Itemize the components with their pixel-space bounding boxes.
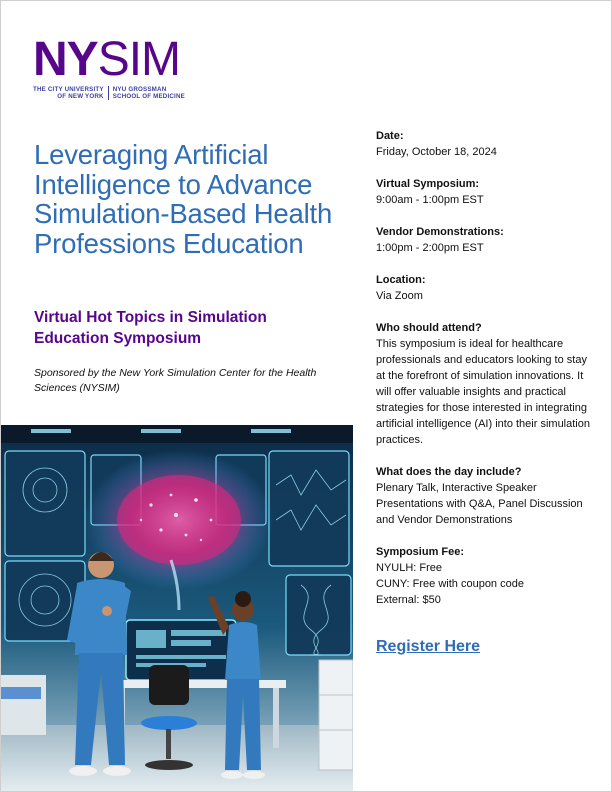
virtual-label: Virtual Symposium: (376, 178, 480, 190)
logo-sim: SIM (97, 33, 181, 86)
logo-cuny-line2: OF NEW YORK (57, 93, 104, 100)
event-title: Leveraging Artificial Intelligence to Advance Simulation-Based Health Professions Education (34, 139, 333, 259)
fee-item: External: $50 (376, 594, 441, 606)
event-subtitle: Virtual Hot Topics in Simulation Education Symposium (34, 309, 267, 347)
day-block (376, 464, 596, 528)
virtual-block (376, 176, 596, 208)
logo-nyu-line1: NYU GROSSMAN (112, 86, 167, 93)
event-details (376, 128, 596, 624)
logo-cuny-line1: THE CITY UNIVERSITY (33, 86, 104, 93)
day-label: What does the day include? (376, 466, 522, 478)
logo-affiliations (33, 86, 185, 100)
location-label: Location: (376, 274, 426, 286)
fee-item: NYULH: Free (376, 562, 443, 574)
location-block (376, 272, 596, 304)
vendor-label: Vendor Demonstrations: (376, 226, 504, 238)
virtual-value: 9:00am - 1:00pm EST (376, 194, 484, 206)
logo-nyu-line2: SCHOOL OF MEDICINE (112, 93, 185, 100)
attend-block (376, 320, 596, 448)
register-link[interactable]: Register Here (376, 638, 481, 655)
fee-item: CUNY: Free with coupon code (376, 578, 524, 590)
fee-label: Symposium Fee: (376, 546, 465, 558)
logo-cuny (33, 86, 109, 100)
nysim-logo (33, 33, 185, 100)
date-label: Date: (376, 130, 404, 142)
sponsor-line: Sponsored by the New York Simulation Center for the Health Sciences (NYSIM) (34, 367, 317, 394)
vendor-block (376, 224, 596, 256)
fee-block (376, 544, 596, 608)
hero-illustration (1, 425, 353, 792)
day-value: Plenary Talk, Interactive Speaker Presentations with Q&A, Panel Discussion and Vendor Demonstrations (376, 482, 583, 526)
date-block (376, 128, 596, 160)
logo-ny: NY (33, 33, 98, 86)
attend-value: This symposium is ideal for healthcare professionals and educators looking to stay at the forefront of simulation innovations. It will offer valuable insights and practical strategies for those interested in integrating artificial intelligence (AI) into their simulation practices. (376, 338, 590, 446)
attend-label: Who should attend? (376, 322, 482, 334)
date-value: Friday, October 18, 2024 (376, 146, 497, 158)
vendor-value: 1:00pm - 2:00pm EST (376, 242, 484, 254)
location-value: Via Zoom (376, 290, 423, 302)
logo-nyu (109, 86, 185, 100)
logo-wordmark (33, 33, 185, 86)
